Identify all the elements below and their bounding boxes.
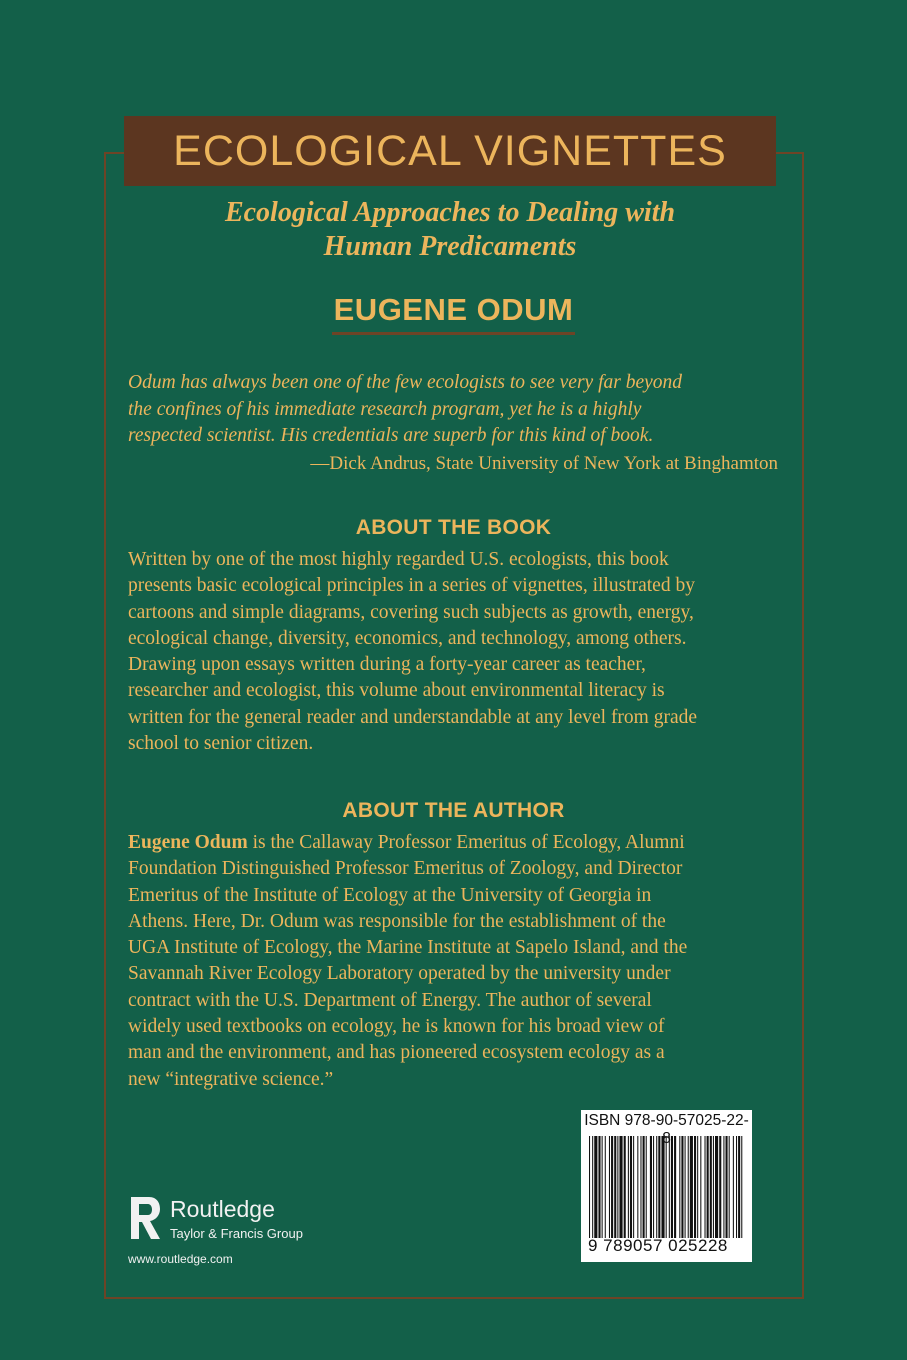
barcode-bar [602, 1136, 603, 1238]
barcode-bar [666, 1136, 667, 1238]
barcode-bar [681, 1136, 683, 1238]
text-line: Athens. Here, Dr. Odum was responsible for the establishment of the [128, 910, 666, 932]
barcode-bar [617, 1136, 618, 1238]
text-line: researcher and ecologist, this volume about environmental literacy is [128, 680, 665, 702]
barcode-digits: 9 789057 025228 [588, 1236, 728, 1255]
barcode-bar [723, 1136, 724, 1238]
barcode-bar [589, 1136, 590, 1238]
author-name-text: EUGENE ODUM [332, 292, 576, 335]
about-book-heading: ABOUT THE BOOK [355, 516, 552, 539]
barcode-bar [637, 1136, 638, 1238]
title-banner [124, 116, 776, 186]
text-line: Written by one of the most highly regarded U.S. ecologists, this book [128, 549, 669, 570]
text-line: Foundation Distinguished Professor Emeritus of Zoology, and Director [128, 858, 683, 880]
barcode-bar [715, 1136, 718, 1238]
barcode-bar [705, 1136, 706, 1238]
text-line [128, 830, 793, 856]
quote-line: respected scientist. His credentials are superb for this kind of book. [128, 425, 654, 446]
about-book-text [128, 547, 793, 757]
publisher-name: Routledge [170, 1196, 275, 1222]
barcode-bar [661, 1136, 664, 1238]
review-quote [128, 370, 788, 450]
book-subtitle [100, 196, 800, 264]
barcode-bar [733, 1136, 734, 1238]
author-name [0, 292, 907, 335]
barcode-bar [671, 1136, 673, 1238]
logo-vertical-text: ROUTLEDGE [132, 1203, 138, 1235]
barcode-bar [658, 1136, 660, 1238]
text-line: contract with the U.S. Department of Energy. The author of several [128, 989, 652, 1011]
barcode-bar [688, 1136, 689, 1238]
barcode-bar [694, 1136, 696, 1238]
barcode-bar [646, 1136, 647, 1238]
barcode-bar [633, 1136, 634, 1238]
barcode-bar [710, 1136, 712, 1238]
barcode-bar [630, 1136, 632, 1238]
barcode-bar [624, 1136, 626, 1238]
barcode-bar [741, 1136, 742, 1238]
barcode-bar [726, 1136, 728, 1238]
text-line: Emeritus of the Institute of Ecology at the University of Georgia in [128, 884, 652, 906]
barcode-icon [589, 1136, 744, 1238]
barcode-bar [643, 1136, 645, 1238]
subtitle-line: Ecological Approaches to Dealing with [224, 197, 676, 228]
text-line: school to senior citizen. [128, 733, 314, 755]
text-line: presents basic ecological principles in a series of vignettes, illustrated by [128, 575, 695, 597]
barcode-bar [628, 1136, 629, 1238]
barcode-bar [669, 1136, 670, 1238]
barcode-bar [736, 1136, 737, 1238]
text-line: man and the environment, and has pioneered ecosystem ecology as a [128, 1042, 665, 1064]
text-line: written for the general reader and understandable at any level from grade [128, 706, 698, 728]
barcode-bar [700, 1136, 701, 1238]
routledge-logo-icon [127, 1193, 163, 1245]
barcode-bar [605, 1136, 606, 1238]
barcode-bar [697, 1136, 698, 1238]
text-line: cartoons and simple diagrams, covering such subjects as growth, energy, [128, 601, 694, 623]
barcode-bar [729, 1136, 730, 1238]
text-line-rest: is the Callaway Professor Emeritus of Ecology, Alumni [247, 832, 685, 853]
publisher-website[interactable]: www.routledge.com [128, 1252, 233, 1266]
text-line: Drawing upon essays written during a forty-year career as teacher, [128, 654, 646, 676]
barcode-bar [640, 1136, 641, 1238]
barcode-bar [592, 1136, 593, 1238]
barcode-bar [653, 1136, 654, 1238]
author-name-bold: Eugene Odum [128, 832, 248, 853]
barcode-bar [598, 1136, 600, 1238]
barcode-bar [650, 1136, 652, 1238]
barcode-bar [656, 1136, 657, 1238]
barcode-bar [738, 1136, 740, 1238]
frame-top-right-segment [776, 152, 804, 154]
isbn-label: ISBN 978-90-57025-22-8 [584, 1112, 749, 1147]
quote-line: the confines of his immediate research program, yet he is a highly [128, 398, 642, 420]
barcode-bar [619, 1136, 622, 1238]
text-line: widely used textbooks on ecology, he is known for his broad view of [128, 1016, 665, 1038]
text-line: UGA Institute of Ecology, the Marine Institute at Sapelo Island, and the [128, 937, 688, 959]
barcode-bar [674, 1136, 676, 1238]
about-author-heading: ABOUT THE AUTHOR [342, 799, 565, 822]
barcode-bar [679, 1136, 680, 1238]
barcode-bar [719, 1136, 721, 1238]
barcode-bar [690, 1136, 693, 1238]
about-author-text [128, 830, 793, 1093]
barcode-bar [614, 1136, 616, 1238]
text-line: Savannah River Ecology Laboratory operated by the university under [128, 963, 671, 985]
subtitle-line: Human Predicaments [323, 231, 577, 262]
barcode-bar [609, 1136, 610, 1238]
text-line: new “integrative science.” [128, 1068, 334, 1090]
barcode-bar [594, 1136, 597, 1238]
publisher-group: Taylor & Francis Group [170, 1226, 303, 1241]
barcode-bar [611, 1136, 613, 1238]
text-line: ecological change, diversity, economics, and technology, among others. [128, 627, 687, 649]
barcode-bar [713, 1136, 714, 1238]
barcode-bar [707, 1136, 709, 1238]
book-title: ECOLOGICAL VIGNETTES [173, 126, 727, 175]
barcode-bar [685, 1136, 686, 1238]
quote-line: Odum has always been one of the few ecologists to see very far beyond [128, 372, 683, 393]
quote-attribution: —Dick Andrus, State University of New York at Binghamton [310, 453, 778, 474]
